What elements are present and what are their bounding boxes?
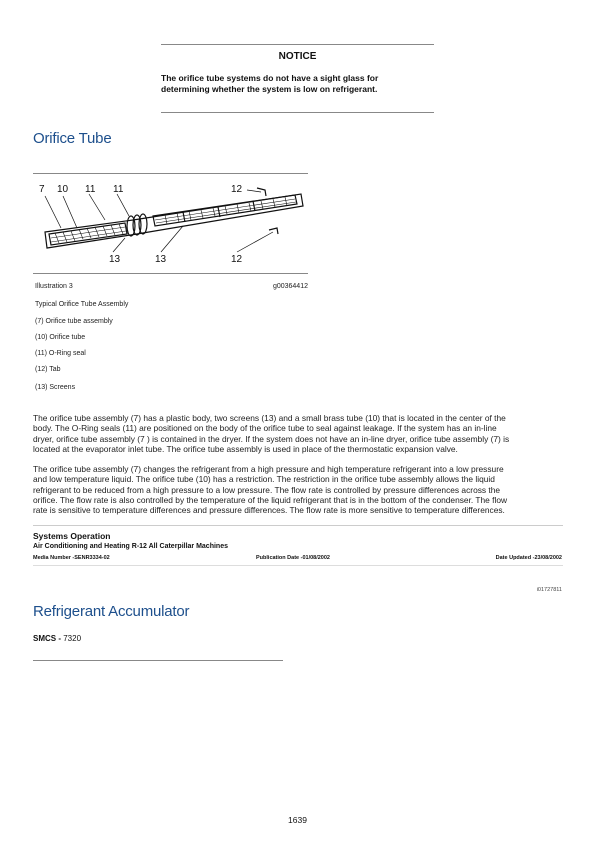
illustration-ref: g00364412: [272, 283, 308, 290]
notice-body-line: determining whether the system is low on refrigerant.: [161, 84, 378, 94]
callout-12: 12: [231, 254, 243, 265]
illustration-item: (7) Orifice tube assembly: [35, 318, 113, 325]
smcs-value: 7320: [63, 634, 82, 643]
footer-rule: [33, 525, 563, 526]
paragraph-line: The orifice tube assembly (7) has a plastic body, two screens (13) and a small brass tube (10) that is located in the center of the: [33, 413, 506, 423]
publication-date: Publication Date -01/08/2002: [256, 555, 330, 561]
footer-subtitle: Air Conditioning and Heating R-12 All Caterpillar Machines: [33, 543, 228, 550]
paragraph-description: [33, 413, 563, 454]
smcs-code: [33, 634, 81, 643]
notice-body-line: The orifice tube systems do not have a sight glass for: [161, 73, 379, 83]
paragraph-operation: [33, 464, 563, 515]
illustration-bottom-rule: [33, 273, 308, 274]
callout-13: 13: [109, 254, 121, 265]
document-id: i01727811: [536, 587, 562, 593]
media-number: Media Number -SENR3334-02: [33, 555, 110, 561]
callout-7: 7: [39, 184, 45, 195]
page-number: 1639: [288, 815, 307, 825]
illustration-item: (12) Tab: [35, 366, 61, 373]
notice-top-rule: [161, 44, 434, 45]
section-heading-refrigerant-accumulator: Refrigerant Accumulator: [33, 603, 190, 620]
orifice-tube-illustration: [33, 176, 308, 268]
paragraph-line: dryer, orifice tube assembly (7 ) is contained in the dryer. If the system does not have an in-line dryer, orifice tube assembly (7) is: [33, 433, 510, 444]
paragraph-line: The orifice tube assembly (7) changes the refrigerant from a high pressure and high temperature refrigerant into a low pressure: [33, 464, 504, 474]
paragraph-line: rate is sensitive to temperature differences and pressure differences. The flow rate is more sensitive to temperature differences.: [33, 505, 505, 516]
paragraph-line: body. The O-Ring seals (11) are positioned on the body of the orifice tube to seal against leakage. If the system has an in-line: [33, 423, 497, 434]
smcs-label: SMCS -: [33, 634, 61, 643]
footer-title: Systems Operation: [33, 531, 111, 541]
paragraph-line: refrigerant to be reduced from a high pressure to a low pressure. The flow rate is controlled by pressure differences across the: [33, 484, 501, 495]
section2-rule: [33, 660, 283, 661]
paragraph-line: located at the evaporator inlet tube. The orifice tube assembly is used in place of the thermostatic expansion valve.: [33, 443, 458, 454]
callout-11: 11: [85, 184, 96, 195]
illustration-label: Illustration 3: [35, 283, 73, 290]
paragraph-line: orifice. The flow rate is also controlled by the temperature of the liquid refrigerant that is in the bottom of the condenser. The flow: [33, 494, 508, 505]
illustration-item: (11) O-Ring seal: [35, 350, 86, 357]
callout-11: 11: [113, 184, 124, 195]
paragraph-line: and low temperature liquid. The orifice tube (10) has a restriction. The restriction in the orifice tube assembly allows the liquid: [33, 474, 495, 485]
section-heading-orifice-tube: Orifice Tube: [33, 130, 112, 147]
callout-10: 10: [57, 184, 69, 195]
illustration-top-rule: [33, 173, 308, 174]
illustration-caption: Typical Orifice Tube Assembly: [35, 301, 129, 308]
notice-title: NOTICE: [278, 51, 317, 62]
notice-body: [161, 73, 434, 95]
footer-bottom-rule: [33, 565, 563, 566]
callout-12: 12: [231, 184, 243, 195]
date-updated: Date Updated -23/08/2002: [495, 555, 562, 561]
illustration-item: (10) Orifice tube: [35, 334, 86, 341]
notice-bottom-rule: [161, 112, 434, 113]
callout-13: 13: [155, 254, 167, 265]
illustration-item: (13) Screens: [35, 384, 76, 391]
